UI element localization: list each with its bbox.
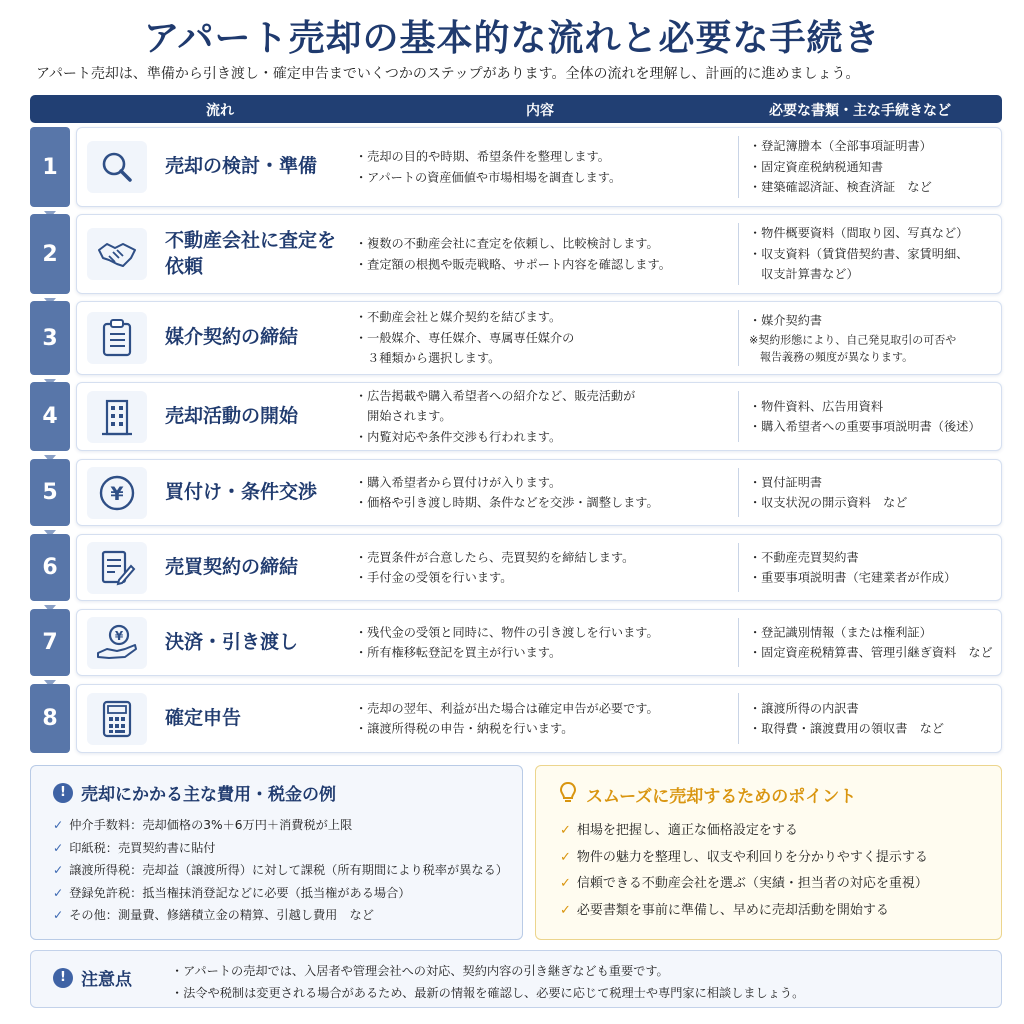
check-icon: ✓ [53,818,64,832]
step-card [76,459,1002,526]
divider [738,618,739,667]
list-item [560,845,991,872]
step-row-7 [30,609,1002,676]
content-line: ・広告掲載や購入希望者への紹介など、販売活動が [355,388,636,403]
step-row-3 [30,301,1002,375]
calculator-icon [87,693,147,745]
list-item [53,814,512,837]
step-title: 売却の検討・準備 [165,155,318,178]
step-number: 3 [30,301,70,375]
divider [738,543,739,592]
header-docs: 必要な書類・主な手続きなど [769,103,951,119]
content-line: ・所有権移転登記を買主が行います。 [355,645,562,660]
doc-line: ・買付証明書 [749,474,823,489]
check-icon: ✓ [560,823,571,838]
list-item [560,818,991,845]
page-title: アパート売却の基本的な流れと必要な手続き [143,18,881,59]
step-title: 決済・引き渡し [165,630,299,653]
content-line: ・残代金の受領と同時に、物件の引き渡しを行います。 [355,624,659,639]
magnifier-icon [87,141,147,193]
step-content [355,307,735,369]
doc-line: ・登記簿謄本（全部事項証明書） [749,138,932,153]
step-number: 4 [30,382,70,451]
doc-line: ・取得費・譲渡費用の領収書 など [749,721,944,736]
list-item [53,837,512,860]
notes-title [53,965,132,990]
content-line: ・価格や引き渡し時期、条件などを交渉・調整します。 [355,495,659,510]
content-line: ・売却の翌年、利益が出た場合は確定申告が必要です。 [355,700,659,715]
divider [738,136,739,198]
step-card [76,684,1002,753]
divider [738,693,739,744]
step-card [76,127,1002,207]
header-flow: 流れ [206,103,234,119]
doc-line: ・購入希望者への重要事項説明書（後述） [749,419,981,434]
list-item [53,882,512,905]
lightbulb-icon [558,780,578,809]
doc-line: ・媒介契約書 [749,313,823,328]
doc-line: 収支計算書など） [749,267,859,282]
step-content [355,472,735,513]
exclamation-circle-icon: ! [53,968,73,988]
content-line: ・譲渡所得税の申告・納税を行います。 [355,721,574,736]
doc-line: ・登記識別情報（または権利証） [749,624,932,639]
check-icon: ✓ [560,849,571,865]
list-item-text: 物件の魅力を整理し、収支や利回りを分かりやすく提示する [576,849,928,865]
step-content [355,547,735,588]
content-line: ・売却の目的や時期、希望条件を整理します。 [355,149,610,164]
building-icon [87,391,147,443]
step-row-2 [30,214,1002,294]
step-card [76,382,1002,451]
costs-title-text: 売却にかかる主な費用・税金の例 [81,785,336,805]
table-header [30,95,1002,123]
doc-line: ・重要事項説明書（宅建業者が作成） [749,570,957,585]
step-content [355,385,735,447]
list-item-text: 仲介手数料：売却価格の3%＋6万円＋消費税が上限 [69,818,353,832]
notes-panel [30,950,1002,1008]
step-row-5 [30,459,1002,526]
doc-line: ・不動産売買契約書 [749,549,859,564]
content-line: 開始されます。 [355,409,452,424]
step-title: 不動産会社に査定を依頼 [165,229,337,277]
content-line: ・複数の不動産会社に査定を依頼し、比較検討します。 [355,236,659,251]
step-docs [749,622,999,663]
svg-text:¥: ¥ [110,482,124,505]
list-item [560,871,991,898]
doc-line: ・建築確認済証、検査済証 など [749,180,932,195]
step-docs [749,472,999,513]
clipboard-icon [87,312,147,364]
yen-coin-icon [87,467,147,519]
content-line: ・購入希望者から買付けが入ります。 [355,474,562,489]
doc-line: ・譲渡所得の内訳書 [749,700,859,715]
divider [738,223,739,285]
exclamation-circle-icon: ! [53,783,73,803]
step-row-1 [30,127,1002,207]
doc-line: ・固定資産税精算書、管理引継ぎ資料 など [749,645,993,660]
step-docs [749,311,999,366]
list-item-text: 印紙税：売買契約書に貼付 [69,840,216,855]
divider [738,310,739,366]
contract-pen-icon [87,542,147,594]
content-line: ・査定額の根拠や販売戦略、サポート内容を確認します。 [355,257,671,271]
step-number: 8 [30,684,70,753]
step-content [355,233,735,274]
step-row-4 [30,382,1002,451]
tips-panel [535,765,1002,940]
doc-line: ・収支資料（賃貸借契約書、家賃明細、 [749,246,969,261]
check-icon: ✓ [53,908,64,923]
step-title: 媒介契約の締結 [165,326,299,349]
content-line: ３種類から選択します。 [355,351,501,366]
handshake-icon [87,228,147,280]
step-card [76,301,1002,375]
step-number: 2 [30,214,70,294]
tips-list [560,818,991,924]
doc-line: ・収支状況の開示資料 など [749,495,908,510]
step-title: 売却活動の開始 [165,404,299,427]
step-docs [749,698,999,739]
step-number: 7 [30,609,70,676]
step-card [76,534,1002,601]
svg-text:¥: ¥ [114,628,124,643]
page-subtitle: アパート売却は、準備から引き渡し・確定申告までいくつかのステップがあります。全体の流れを理解し、計画的に進めましょう。 [36,66,860,82]
step-row-8 [30,684,1002,753]
step-number: 1 [30,127,70,207]
doc-note: ※契約形態により、自己発見取引の可否や [749,333,957,347]
content-line: ・一般媒介、専任媒介、専属専任媒介の [355,330,575,345]
check-icon: ✓ [53,863,64,878]
note-line: ・法令や税制は変更される場合があるため、最新の情報を確認し、必要に応じて税理士や専門家に相談しましょう。 [171,986,805,1000]
step-docs [749,136,999,198]
list-item-text: 必要書類を事前に準備し、早めに売却活動を開始する [576,902,889,918]
step-content [355,698,735,739]
content-line: ・手付金の受領を行います。 [355,570,513,585]
step-content [355,622,735,663]
step-row-6 [30,534,1002,601]
check-icon: ✓ [53,840,64,855]
notes-title-text: 注意点 [81,970,132,990]
list-item [53,904,512,927]
header-content: 内容 [526,103,554,119]
step-docs [749,547,999,588]
list-item-text: 譲渡所得税：売却益（譲渡所得）に対して課税（所有期間により税率が異なる） [69,863,508,878]
step-content [355,146,735,187]
content-line: ・アパートの資産価値や市場相場を調査します。 [355,170,622,184]
doc-line: ・固定資産税納税通知書 [749,159,884,174]
check-icon: ✓ [560,902,571,918]
content-line: ・内覧対応や条件交渉も行われます。 [355,429,562,444]
step-docs [749,396,999,437]
costs-panel [30,765,523,940]
step-number: 6 [30,534,70,601]
list-item-text: 信頼できる不動産会社を選ぶ（実績・担当者の対応を重視） [576,876,928,891]
divider [738,391,739,442]
list-item-text: その他：測量費、修繕積立金の精算、引越し費用 など [69,908,374,923]
content-line: ・不動産会社と媒介契約を結びます。 [355,309,562,324]
list-item [560,898,991,925]
list-item [53,859,512,882]
divider [738,468,739,517]
step-title: 買付け・条件交渉 [165,480,318,503]
content-line: ・売買条件が合意したら、売買契約を締結します。 [355,549,635,564]
note-line: ・アパートの売却では、入居者や管理会社への対応、契約内容の引き継ぎなども重要です。 [171,964,669,978]
step-title: 確定申告 [165,706,242,729]
doc-note: 報告義務の頻度が異なります。 [749,350,914,364]
step-docs [749,223,999,285]
doc-line: ・物件資料、広告用資料 [749,398,884,413]
tips-title-text: スムーズに売却するためのポイント [586,787,857,807]
hand-yen-icon [87,617,147,669]
costs-title [53,780,336,805]
tips-title [558,780,856,809]
notes-list [171,960,804,1004]
step-card [76,609,1002,676]
check-icon: ✓ [560,876,571,891]
check-icon: ✓ [53,885,64,900]
list-item-text: 相場を把握し、適正な価格設定をする [576,823,798,838]
doc-line: ・物件概要資料（間取り図、写真など） [749,225,969,240]
step-number: 5 [30,459,70,526]
step-title: 売買契約の締結 [165,555,299,578]
step-card [76,214,1002,294]
costs-list [53,814,512,927]
list-item-text: 登録免許税：抵当権抹消登記などに必要（抵当権がある場合） [69,885,411,900]
